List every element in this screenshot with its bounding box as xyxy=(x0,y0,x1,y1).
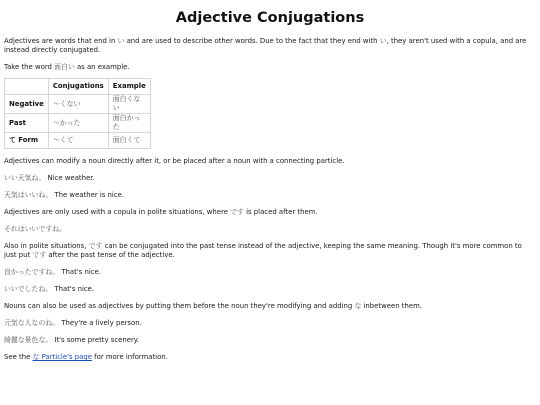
take-word-post: as an example. xyxy=(74,63,130,71)
example-sentence-4 xyxy=(4,268,536,277)
polite-desu: です xyxy=(88,242,103,250)
polite-desu-2: です xyxy=(32,251,47,259)
ex5-en: That's nice. xyxy=(52,285,95,293)
example-past: 面白かった xyxy=(108,114,150,133)
table-row xyxy=(5,114,151,133)
row-label-negative: Negative xyxy=(5,95,49,114)
example-sentence-5 xyxy=(4,285,536,294)
take-word-pre: Take the word xyxy=(4,63,55,71)
see-also-paragraph xyxy=(4,353,536,362)
ex1-jp: いい天気ね。 xyxy=(4,174,46,182)
ex5-jp: いいでしたね。 xyxy=(4,285,53,293)
intro-i-char-2: い xyxy=(379,37,387,45)
see-pre: See the xyxy=(4,353,33,361)
ex4-en: That's nice. xyxy=(59,268,101,276)
copula-pre: Adjectives are only used with a copula in polite situations, where xyxy=(4,208,231,216)
ex4-jp: 良かったですね。 xyxy=(4,268,60,276)
example-word: 面白い xyxy=(54,63,75,71)
nouns-pre: Nouns can also be used as adjectives by putting them before the noun they're modifying and adding xyxy=(4,302,355,310)
example-negative: 面白くない xyxy=(108,95,150,114)
row-label-te-form: て Form xyxy=(5,133,49,149)
example-sentence-2 xyxy=(4,191,536,200)
copula-paragraph xyxy=(4,208,536,217)
take-word-paragraph xyxy=(4,63,536,72)
row-label-past: Past xyxy=(5,114,49,133)
copula-desu: です xyxy=(230,208,244,216)
example-sentence-3 xyxy=(4,225,536,234)
example-sentence-1 xyxy=(4,174,536,183)
ex2-en: The weather is nice. xyxy=(52,191,125,199)
example-sentence-6 xyxy=(4,319,536,328)
polite-mid: can be conjugated into the past tense instead of the adjective, keeping the same meaning. Though it's more common to just put xyxy=(4,242,522,259)
example-sentence-7 xyxy=(4,336,536,345)
conj-negative: 〜くない xyxy=(48,95,108,114)
polite-paragraph xyxy=(4,242,536,260)
ex3-jp: それはいいですね。 xyxy=(4,225,67,233)
table-header-conjugations: Conjugations xyxy=(48,79,108,95)
table-row xyxy=(5,95,151,114)
ex1-en: Nice weather. xyxy=(45,174,95,182)
ex6-jp: 元気な人なのね。 xyxy=(4,319,60,327)
conj-te-form: 〜くて xyxy=(48,133,108,149)
ex7-jp: 綺麗な景色な。 xyxy=(4,336,53,344)
see-post: for more information. xyxy=(91,353,168,361)
intro-text-2: and are used to describe other words. Due to the fact that they end with xyxy=(124,37,380,45)
table-header-example: Example xyxy=(108,79,150,95)
polite-pre: Also in polite situations, xyxy=(4,242,89,250)
nouns-post: inbetween them. xyxy=(361,302,422,310)
conj-past: 〜かった xyxy=(48,114,108,133)
ex2-jp: 天気はいいね。 xyxy=(4,191,53,199)
table-header-blank xyxy=(5,79,49,95)
na-particle-link[interactable]: な Particle's page xyxy=(32,353,92,361)
page-title: Adjective Conjugations xyxy=(175,10,365,26)
copula-post: is placed after them. xyxy=(243,208,318,216)
intro-paragraph xyxy=(4,37,536,55)
modify-paragraph: Adjectives can modify a noun directly after it, or be placed after a noun with a connecting particle. xyxy=(4,157,345,165)
polite-post: after the past tense of the adjective. xyxy=(46,251,175,259)
nouns-na: な xyxy=(354,302,362,310)
example-te-form: 面白くて xyxy=(108,133,150,149)
conjugation-table xyxy=(4,78,151,149)
intro-i-char: い xyxy=(117,37,125,45)
ex6-en: They're a lively person. xyxy=(59,319,142,327)
ex7-en: It's some pretty scenery. xyxy=(52,336,140,344)
nouns-paragraph xyxy=(4,302,536,311)
table-row xyxy=(5,133,151,149)
intro-text-3: , they aren't used with a copula, and are instead directly conjugated. xyxy=(4,37,527,54)
intro-text-1: Adjectives are words that end in xyxy=(4,37,118,45)
table-header-row xyxy=(5,79,151,95)
